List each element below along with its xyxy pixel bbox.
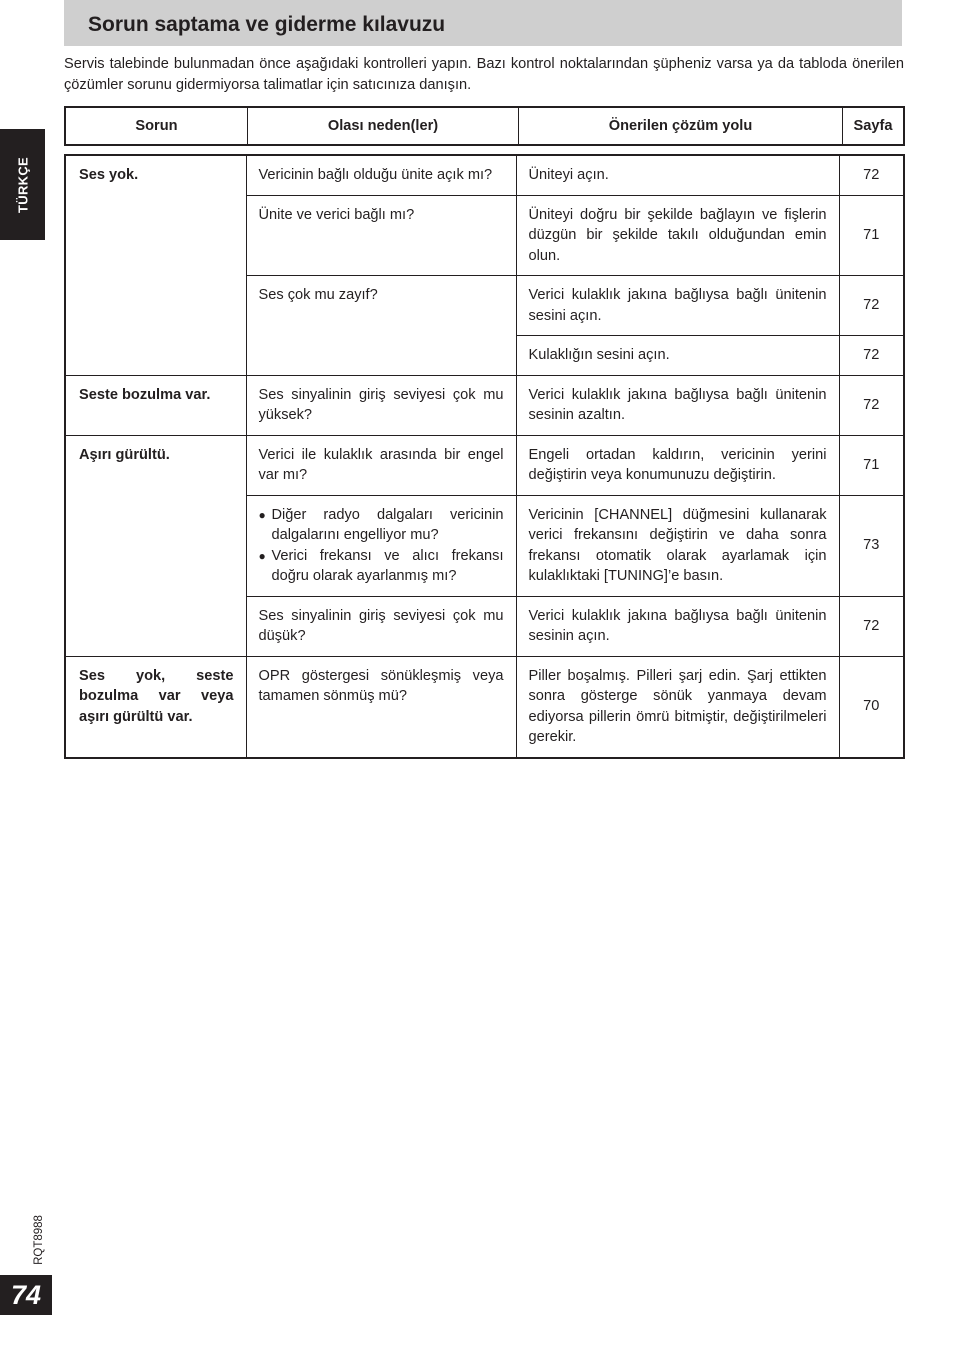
solution-cell: Kulaklığın sesini açın. <box>516 336 839 376</box>
page-ref: 72 <box>839 276 904 336</box>
solution-cell: Verici kulaklık jakına bağlıysa bağlı ünitenin sesinin azaltın. <box>516 375 839 435</box>
cause-cell <box>246 495 516 596</box>
document-code: RQT8988 <box>33 1215 45 1265</box>
cause-cell: Ses çok mu zayıf? <box>246 276 516 376</box>
solution-cell: Verici kulaklık jakına bağlıysa bağlı ünitenin sesini açın. <box>516 276 839 336</box>
bullet-icon: ● <box>258 548 266 563</box>
problem-cell: Ses yok. <box>65 155 246 375</box>
bullet-icon: ● <box>258 507 266 522</box>
problem-cell: Seste bozulma var. <box>65 375 246 435</box>
language-tab <box>0 129 45 240</box>
table-row <box>65 435 904 495</box>
page-ref: 72 <box>839 336 904 376</box>
solution-cell: Vericinin [CHANNEL] düğmesini kullanarak verici frekansını değiştirin ve daha sonra frekansı otomatik olarak ayarlamak için kulaklıktaki [TUNING]’e basın. <box>516 495 839 596</box>
header-solution: Önerilen çözüm yolu <box>519 107 843 145</box>
page-ref: 73 <box>839 495 904 596</box>
table-header <box>64 106 905 146</box>
solution-cell: Verici kulaklık jakına bağlıysa bağlı ünitenin sesinin açın. <box>516 596 839 656</box>
bullet-item <box>259 505 504 546</box>
solution-cell: Engeli ortadan kaldırın, vericinin yerini değiştirin veya konumunuzu değiştirin. <box>516 435 839 495</box>
header-page: Sayfa <box>843 107 905 145</box>
table-row <box>65 155 904 195</box>
page-ref: 70 <box>839 656 904 758</box>
bullet-item <box>259 546 504 587</box>
solution-cell: Üniteyi doğru bir şekilde bağlayın ve fişlerin düzgün bir şekilde takılı olduğundan emin olun. <box>516 195 839 276</box>
cause-cell: Verici ile kulaklık arasında bir engel var mı? <box>246 435 516 495</box>
page-title: Sorun saptama ve giderme kılavuzu <box>88 13 446 36</box>
troubleshooting-table <box>64 154 905 759</box>
intro-paragraph: Servis talebinde bulunmadan önce aşağıdaki kontrolleri yapın. Bazı kontrol noktalarından şüpheniz varsa ya da tabloda önerilen çözümler sorunu gidermiyorsa talimatlar için satıcınıza danışın. <box>64 56 904 93</box>
cause-cell: Ses sinyalinin giriş seviyesi çok mu yüksek? <box>246 375 516 435</box>
header-cause: Olası neden(ler) <box>248 107 519 145</box>
cause-cell: OPR göstergesi sönükleşmiş veya tamamen sönmüş mü? <box>246 656 516 758</box>
solution-cell: Piller boşalmış. Pilleri şarj edin. Şarj ettikten sonra gösterge sönük yanmaya devam ediyorsa pillerin ömrü bitmiştir, değiştirilmeleri gerekir. <box>516 656 839 758</box>
problem-cell: Aşırı gürültü. <box>65 435 246 656</box>
table-row <box>65 375 904 435</box>
page-ref: 72 <box>839 596 904 656</box>
cause-cell: Ünite ve verici bağlı mı? <box>246 195 516 276</box>
language-tab-label: TÜRKÇE <box>15 156 30 213</box>
header-problem: Sorun <box>135 118 178 134</box>
page-number: 74 <box>0 1275 52 1315</box>
problem-cell: Ses yok, seste bozulma var veya aşırı gürültü var. <box>65 656 246 758</box>
cause-cell: Vericinin bağlı olduğu ünite açık mı? <box>246 155 516 195</box>
title-bar <box>64 0 902 46</box>
bullet-text: Diğer radyo dalgaları vericinin dalgalarını engelliyor mu? <box>271 506 504 543</box>
bullet-text: Verici frekansı ve alıcı frekansı doğru olarak ayarlanmış mı? <box>271 547 504 584</box>
cause-cell: Ses sinyalinin giriş seviyesi çok mu düşük? <box>246 596 516 656</box>
page-ref: 72 <box>839 375 904 435</box>
page-ref: 71 <box>839 195 904 276</box>
solution-cell: Üniteyi açın. <box>516 155 839 195</box>
table-row <box>65 656 904 758</box>
page-ref: 72 <box>839 155 904 195</box>
page-ref: 71 <box>839 435 904 495</box>
